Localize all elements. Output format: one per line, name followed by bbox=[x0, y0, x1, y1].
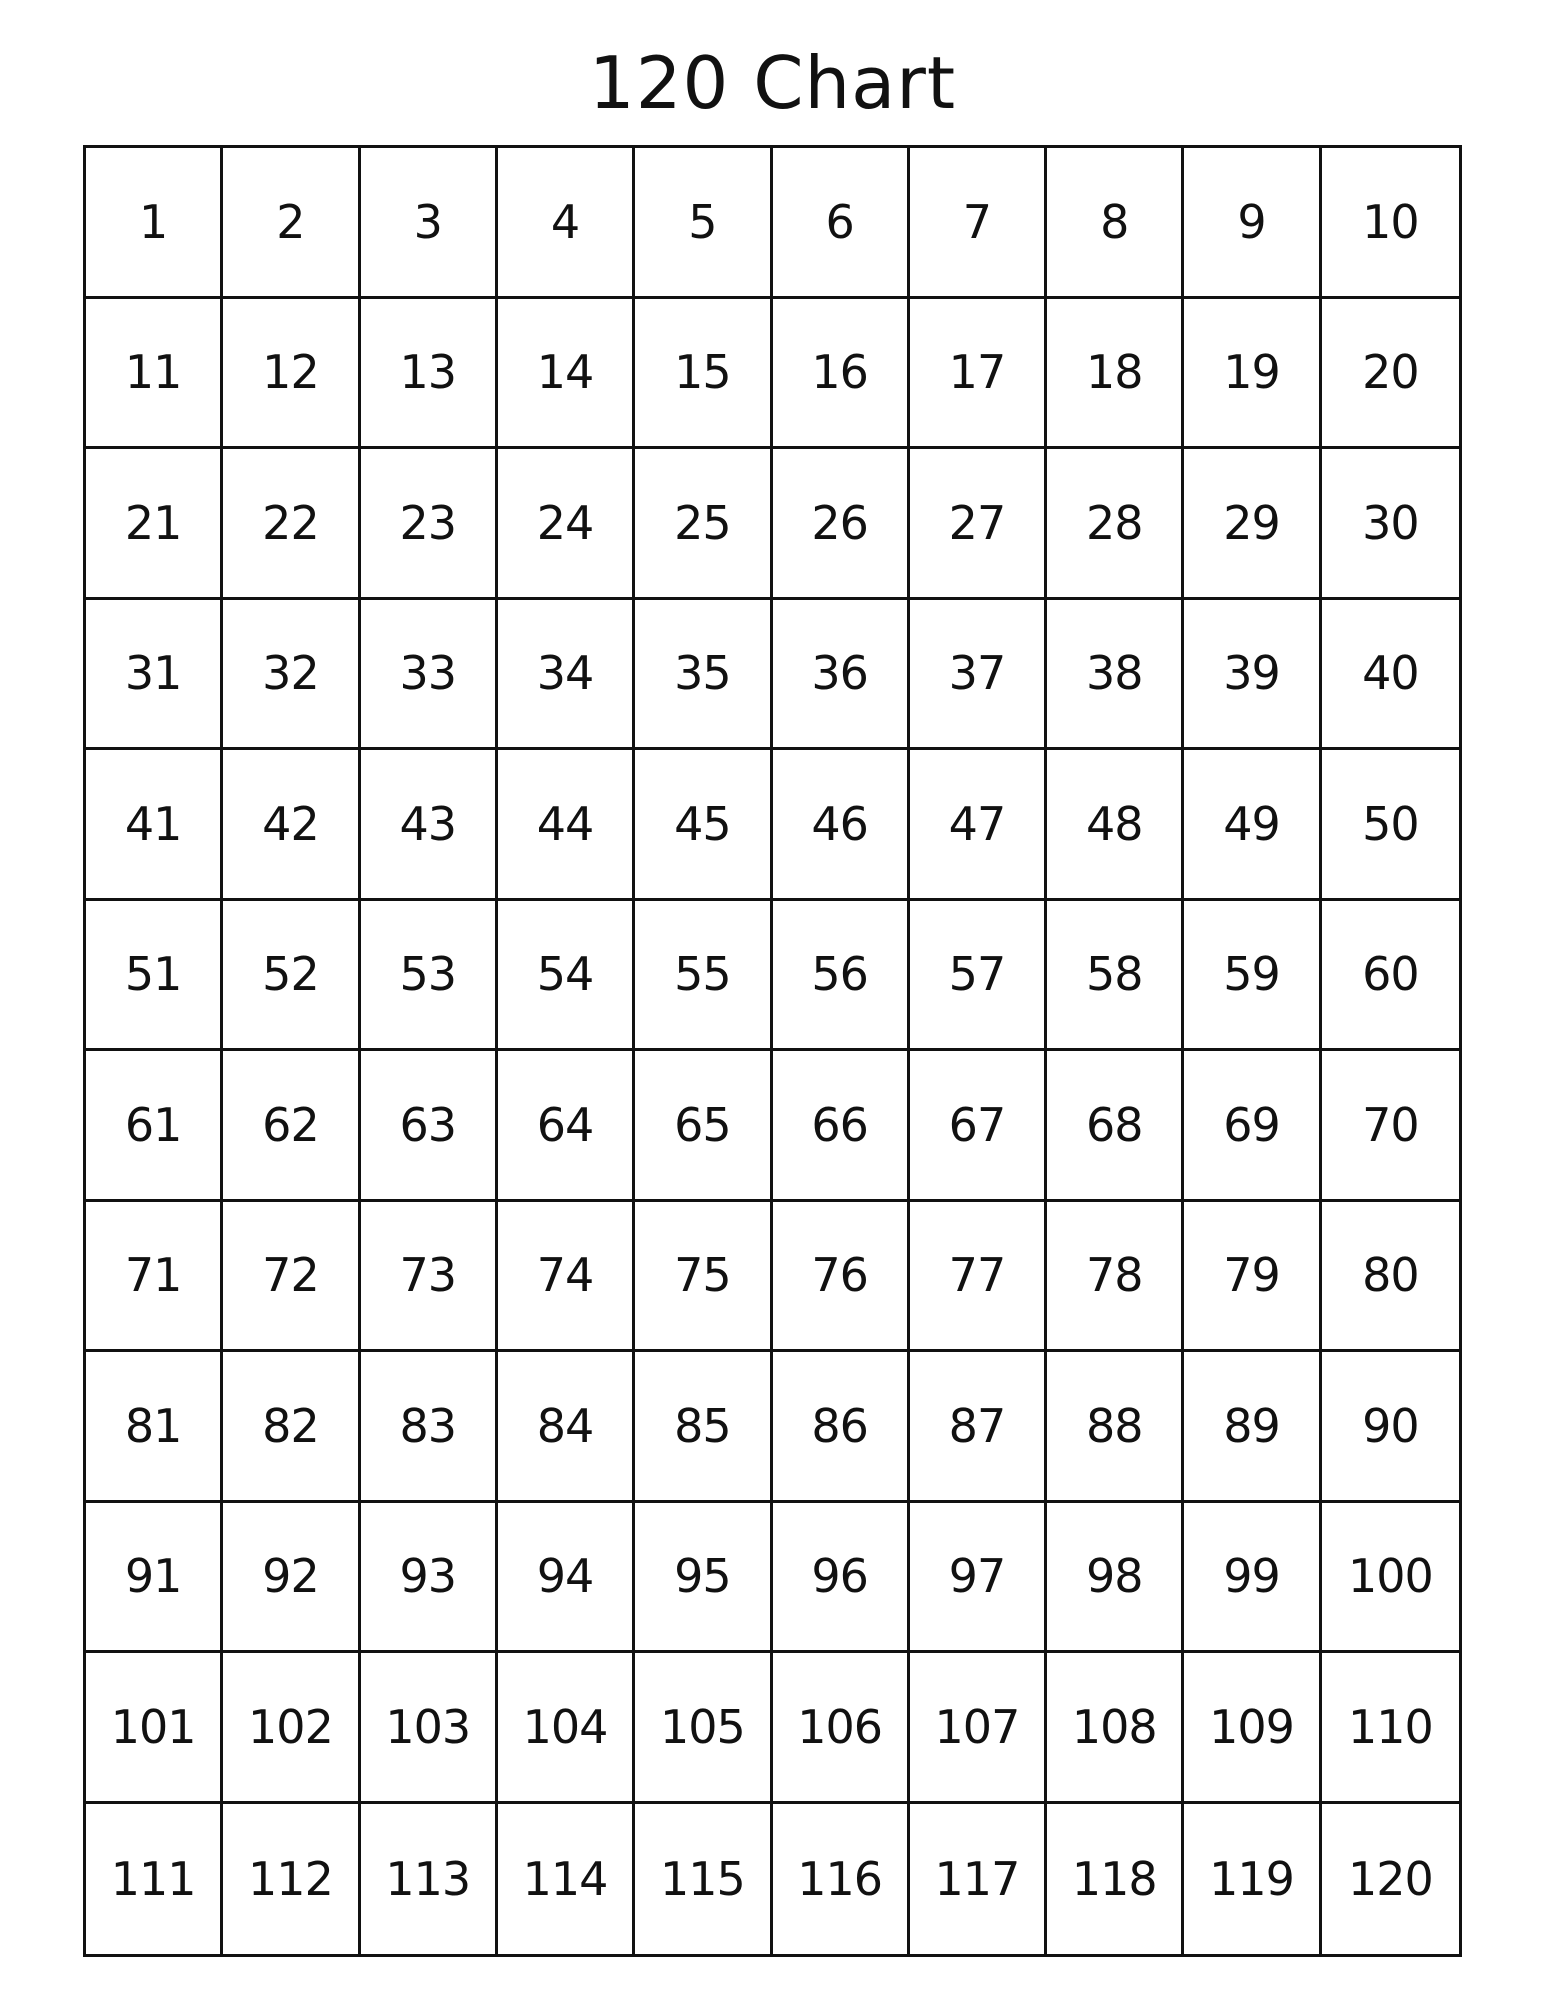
number-cell: 53 bbox=[361, 901, 498, 1052]
number-cell: 43 bbox=[361, 750, 498, 901]
number-cell: 58 bbox=[1047, 901, 1184, 1052]
number-cell: 111 bbox=[86, 1804, 223, 1955]
number-cell: 27 bbox=[910, 449, 1047, 600]
number-cell: 63 bbox=[361, 1051, 498, 1202]
number-cell: 102 bbox=[223, 1653, 360, 1804]
number-cell: 4 bbox=[498, 148, 635, 299]
number-cell: 79 bbox=[1184, 1202, 1321, 1353]
number-cell: 57 bbox=[910, 901, 1047, 1052]
number-cell: 49 bbox=[1184, 750, 1321, 901]
number-cell: 39 bbox=[1184, 600, 1321, 751]
number-cell: 92 bbox=[223, 1503, 360, 1654]
number-cell: 42 bbox=[223, 750, 360, 901]
number-cell: 72 bbox=[223, 1202, 360, 1353]
number-cell: 24 bbox=[498, 449, 635, 600]
number-cell: 115 bbox=[635, 1804, 772, 1955]
number-cell: 37 bbox=[910, 600, 1047, 751]
number-cell: 96 bbox=[773, 1503, 910, 1654]
number-cell: 95 bbox=[635, 1503, 772, 1654]
number-cell: 52 bbox=[223, 901, 360, 1052]
number-cell: 76 bbox=[773, 1202, 910, 1353]
number-cell: 69 bbox=[1184, 1051, 1321, 1202]
number-cell: 13 bbox=[361, 299, 498, 450]
number-cell: 15 bbox=[635, 299, 772, 450]
number-cell: 47 bbox=[910, 750, 1047, 901]
number-cell: 107 bbox=[910, 1653, 1047, 1804]
number-cell: 1 bbox=[86, 148, 223, 299]
number-cell: 29 bbox=[1184, 449, 1321, 600]
number-cell: 36 bbox=[773, 600, 910, 751]
number-cell: 17 bbox=[910, 299, 1047, 450]
number-cell: 61 bbox=[86, 1051, 223, 1202]
number-cell: 77 bbox=[910, 1202, 1047, 1353]
number-cell: 19 bbox=[1184, 299, 1321, 450]
number-cell: 44 bbox=[498, 750, 635, 901]
number-cell: 62 bbox=[223, 1051, 360, 1202]
number-cell: 21 bbox=[86, 449, 223, 600]
number-cell: 81 bbox=[86, 1352, 223, 1503]
number-cell: 34 bbox=[498, 600, 635, 751]
number-cell: 10 bbox=[1322, 148, 1459, 299]
number-cell: 68 bbox=[1047, 1051, 1184, 1202]
number-cell: 31 bbox=[86, 600, 223, 751]
number-cell: 112 bbox=[223, 1804, 360, 1955]
number-cell: 32 bbox=[223, 600, 360, 751]
number-cell: 78 bbox=[1047, 1202, 1184, 1353]
number-grid bbox=[83, 145, 1462, 1957]
number-cell: 22 bbox=[223, 449, 360, 600]
number-cell: 85 bbox=[635, 1352, 772, 1503]
number-cell: 71 bbox=[86, 1202, 223, 1353]
number-cell: 66 bbox=[773, 1051, 910, 1202]
number-cell: 11 bbox=[86, 299, 223, 450]
number-cell: 65 bbox=[635, 1051, 772, 1202]
number-cell: 108 bbox=[1047, 1653, 1184, 1804]
number-cell: 101 bbox=[86, 1653, 223, 1804]
page-title: 120 Chart bbox=[588, 41, 957, 125]
number-cell: 18 bbox=[1047, 299, 1184, 450]
number-cell: 67 bbox=[910, 1051, 1047, 1202]
number-cell: 110 bbox=[1322, 1653, 1459, 1804]
number-cell: 26 bbox=[773, 449, 910, 600]
number-cell: 88 bbox=[1047, 1352, 1184, 1503]
number-cell: 75 bbox=[635, 1202, 772, 1353]
number-cell: 84 bbox=[498, 1352, 635, 1503]
number-cell: 56 bbox=[773, 901, 910, 1052]
number-cell: 28 bbox=[1047, 449, 1184, 600]
number-cell: 98 bbox=[1047, 1503, 1184, 1654]
number-cell: 8 bbox=[1047, 148, 1184, 299]
number-cell: 83 bbox=[361, 1352, 498, 1503]
number-cell: 114 bbox=[498, 1804, 635, 1955]
number-cell: 99 bbox=[1184, 1503, 1321, 1654]
number-cell: 82 bbox=[223, 1352, 360, 1503]
number-cell: 59 bbox=[1184, 901, 1321, 1052]
number-cell: 116 bbox=[773, 1804, 910, 1955]
number-cell: 9 bbox=[1184, 148, 1321, 299]
number-cell: 117 bbox=[910, 1804, 1047, 1955]
number-cell: 91 bbox=[86, 1503, 223, 1654]
number-cell: 50 bbox=[1322, 750, 1459, 901]
number-cell: 14 bbox=[498, 299, 635, 450]
number-cell: 87 bbox=[910, 1352, 1047, 1503]
number-cell: 51 bbox=[86, 901, 223, 1052]
number-cell: 73 bbox=[361, 1202, 498, 1353]
number-cell: 100 bbox=[1322, 1503, 1459, 1654]
number-cell: 7 bbox=[910, 148, 1047, 299]
number-cell: 60 bbox=[1322, 901, 1459, 1052]
number-cell: 70 bbox=[1322, 1051, 1459, 1202]
number-cell: 89 bbox=[1184, 1352, 1321, 1503]
number-cell: 12 bbox=[223, 299, 360, 450]
number-cell: 105 bbox=[635, 1653, 772, 1804]
number-cell: 16 bbox=[773, 299, 910, 450]
number-cell: 30 bbox=[1322, 449, 1459, 600]
number-cell: 104 bbox=[498, 1653, 635, 1804]
number-cell: 45 bbox=[635, 750, 772, 901]
number-cell: 2 bbox=[223, 148, 360, 299]
number-cell: 23 bbox=[361, 449, 498, 600]
number-cell: 119 bbox=[1184, 1804, 1321, 1955]
number-cell: 120 bbox=[1347, 1851, 1433, 1906]
number-cell: 6 bbox=[773, 148, 910, 299]
number-cell: 46 bbox=[773, 750, 910, 901]
number-cell: 106 bbox=[773, 1653, 910, 1804]
number-cell: 109 bbox=[1184, 1653, 1321, 1804]
number-cell: 113 bbox=[361, 1804, 498, 1955]
number-cell: 118 bbox=[1047, 1804, 1184, 1955]
number-cell: 64 bbox=[498, 1051, 635, 1202]
number-cell: 33 bbox=[361, 600, 498, 751]
number-cell: 38 bbox=[1047, 600, 1184, 751]
number-cell: 74 bbox=[498, 1202, 635, 1353]
number-cell: 40 bbox=[1322, 600, 1459, 751]
number-cell: 90 bbox=[1322, 1352, 1459, 1503]
number-cell: 35 bbox=[635, 600, 772, 751]
number-cell: 5 bbox=[635, 148, 772, 299]
number-cell: 94 bbox=[498, 1503, 635, 1654]
number-cell: 55 bbox=[635, 901, 772, 1052]
number-cell: 93 bbox=[361, 1503, 498, 1654]
number-cell: 97 bbox=[910, 1503, 1047, 1654]
number-cell: 20 bbox=[1322, 299, 1459, 450]
number-cell: 54 bbox=[498, 901, 635, 1052]
number-cell: 80 bbox=[1322, 1202, 1459, 1353]
number-cell: 103 bbox=[361, 1653, 498, 1804]
number-cell: 3 bbox=[361, 148, 498, 299]
number-cell: 25 bbox=[635, 449, 772, 600]
number-cell: 48 bbox=[1047, 750, 1184, 901]
number-cell: 86 bbox=[773, 1352, 910, 1503]
number-cell: 41 bbox=[86, 750, 223, 901]
